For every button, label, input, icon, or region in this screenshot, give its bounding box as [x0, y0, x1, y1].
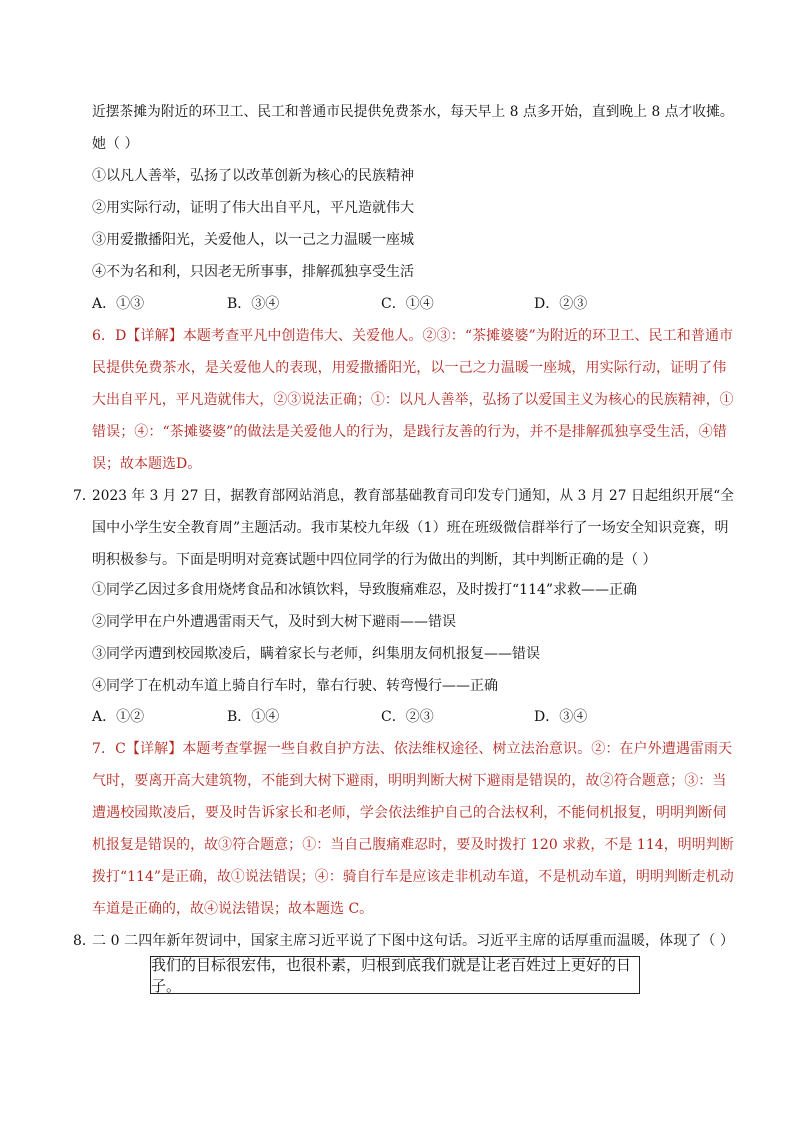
- q6-item-4: ④不为名和利，只因老无所事事，排解孤独享受生活: [92, 264, 414, 280]
- q6-stem-end: 她（ ）: [92, 136, 139, 152]
- q7-option-b: B．①④: [227, 709, 280, 725]
- q8-stem: 二 0 二四年新年贺词中，国家主席习近平说了下图中这句话。习近平主席的话厚重而温暖，体现了（ ）: [92, 933, 735, 949]
- q7-item-4: ④同学丁在机动车道上骑自行车时，靠右行驶、转弯慢行——正确: [92, 678, 498, 694]
- q6-option-c: C．①④: [381, 296, 434, 312]
- q6-item-3: ③用爱撒播阳光，关爱他人，以一己之力温暖一座城: [92, 232, 414, 248]
- quote-text: 我们的目标很宏伟，也很朴素，归根到底我们就是让老百姓过上更好的日子。: [151, 956, 632, 995]
- q7-explanation-line-1: 7．C【详解】本题考查掌握一些自救自护方法、依法维权途径、树立法治意识。②：在户外遭遇雷雨天: [92, 741, 733, 757]
- q6-explanation-line-2: 民提供免费茶水，是关爱他人的表现，用爱撒播阳光，以一己之力温暖一座城，用实际行动，证明了伟: [92, 360, 727, 376]
- q6-item-2: ②用实际行动，证明了伟大出自平凡，平凡造就伟大: [92, 200, 414, 216]
- q6-option-d: D．②③: [534, 296, 588, 312]
- q7-stem-line-2: 国中小学生安全教育周”主题活动。我市某校九年级（1）班在班级微信群举行了一场安全知识竞赛，明: [92, 520, 729, 536]
- q7-item-2: ②同学甲在户外遭遇雷雨天气，及时到大树下避雨——错误: [92, 614, 456, 630]
- quote-box: [150, 956, 640, 994]
- q7-stem-line-1: 2023 年 3 月 27 日，据教育部网站消息，教育部基础教育司印发专门通知，从 3 月 27 日起组织开展“全: [92, 488, 734, 504]
- q7-option-c: C．②③: [381, 709, 434, 725]
- q7-explanation-line-6: 车道是正确的，故④说法错误；故本题选 C。: [92, 901, 374, 917]
- q7-explanation-line-4: 机报复是错误的，故③符合题意；①：当自己腹痛难忍时，要及时拨打 120 求救，不是 114，明明判断: [92, 837, 734, 853]
- q6-explanation-line-3: 大出自平凡，平凡造就伟大，②③说法正确；①：以凡人善举，弘扬了以爱国主义为核心的民族精神，①: [92, 392, 734, 408]
- q6-option-a: A．①③: [92, 296, 145, 312]
- q7-item-3: ③同学丙遭到校园欺凌后，瞒着家长与老师，纠集朋友伺机报复——错误: [92, 646, 540, 662]
- q6-option-b: B．③④: [227, 296, 280, 312]
- q6-explanation-line-4: 错误；④：“茶摊婆婆”的做法是关爱他人的行为，是践行友善的行为，并不是排解孤独享受生活，④错: [92, 424, 727, 440]
- q6-explanation-line-1: 6．D【详解】本题考查平凡中创造伟大、关爱他人。②③：“茶摊婆婆”为附近的环卫工、民工和普通市: [92, 328, 734, 344]
- q8-number: 8．: [73, 933, 96, 949]
- q6-stem-tail: 近摆茶摊为附近的环卫工、民工和普通市民提供免费茶水，每天早上 8 点多开始，直到晚上 8 点才收摊。: [92, 104, 734, 120]
- q7-item-1: ①同学乙因过多食用烧烤食品和冰镇饮料，导致腹痛难忍，及时拨打“114”求救——正确: [92, 582, 638, 598]
- q6-explanation-line-5: 误；故本题选D。: [92, 456, 202, 472]
- q7-stem-line-3: 明积极参与。下面是明明对竞赛试题中四位同学的行为做出的判断，其中判断正确的是（ ）: [92, 552, 657, 568]
- q7-option-a: A．①②: [92, 709, 145, 725]
- q7-explanation-line-3: 遭遇校园欺凌后，要及时告诉家长和老师，学会依法维护自己的合法权利，不能伺机报复，明明判断伺: [92, 805, 727, 821]
- q7-option-d: D．③④: [534, 709, 588, 725]
- q7-explanation-line-5: 拨打“114”是正确，故①说法错误；④：骑自行车是应该走非机动车道，不是机动车道，明明判断走机动: [92, 869, 734, 885]
- q6-item-1: ①以凡人善举，弘扬了以改革创新为核心的民族精神: [92, 168, 414, 184]
- q7-explanation-line-2: 气时，要离开高大建筑物，不能到大树下避雨，明明判断大树下避雨是错误的，故②符合题意；③：当: [92, 773, 727, 789]
- q7-number: 7．: [73, 488, 96, 504]
